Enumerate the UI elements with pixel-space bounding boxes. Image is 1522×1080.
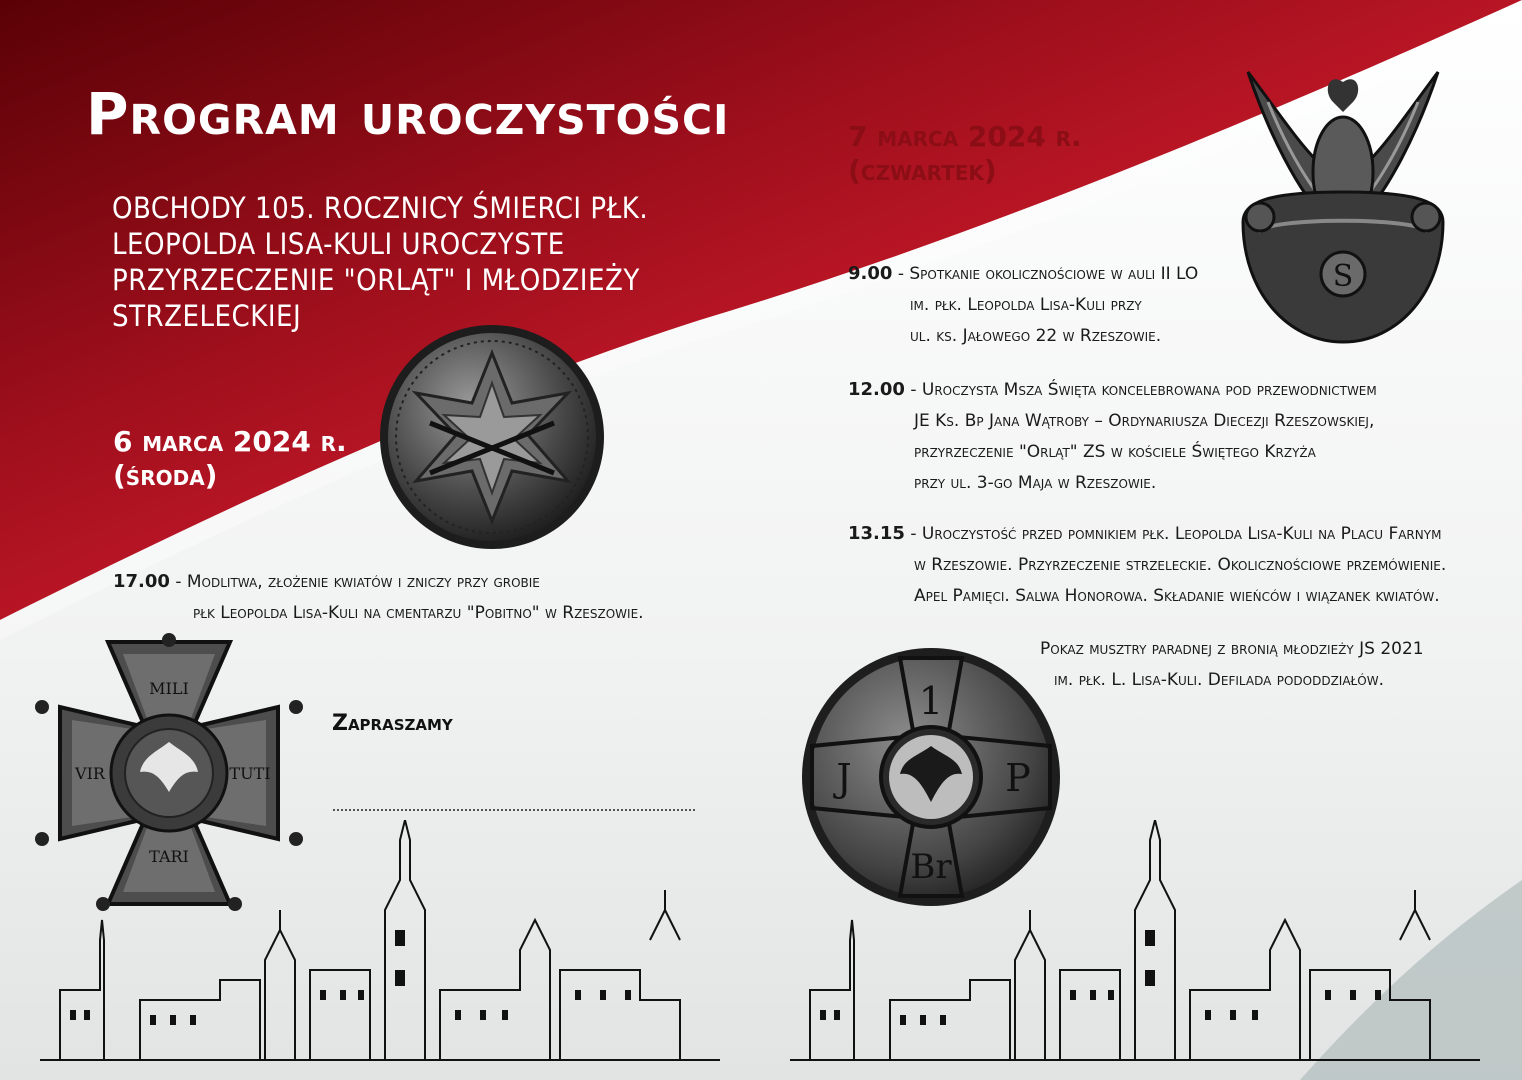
day2-date: 7 marca 2024 r. — [848, 120, 1082, 153]
event-line: Spotkanie okolicznościowe w auli II LO — [909, 264, 1199, 284]
event-line: Apel Pamięci. Salwa Honorowa. Składanie wieńców i wiązanek kwiatów. — [914, 586, 1440, 606]
event-line: Uroczystość przed pomnikiem płk. Leopolda Lisa-Kuli na Placu Farnym — [921, 524, 1442, 544]
day1-date-block — [113, 425, 347, 493]
event-line: w Rzeszowie. Przyrzeczenie strzeleckie. Okolicznościowe przemówienie. — [914, 555, 1447, 575]
brigade-text-bottom: Br — [910, 847, 952, 887]
event-subtitle: OBCHODY 105. ROCZNICY ŚMIERCI PŁK. LEOPOLDA LISA-KULI UROCZYSTE PRZYRZECZENIE "ORLĄT" I MŁODZIEŻY STRZELECKIEJ — [112, 191, 649, 333]
event-line: Modlitwa, złożenie kwiatów i zniczy przy grobie — [186, 572, 540, 592]
brigade-text-left: J — [836, 756, 852, 800]
event-line: przyrzeczenie "Orląt" ZS w kościele Świętego Krzyża — [914, 442, 1316, 462]
note-line: Pokaz musztry paradnej z bronią młodzieży JS 2021 — [1040, 639, 1424, 659]
cross-text-right: TUTI — [229, 764, 271, 783]
day1-date: 6 marca 2024 r. — [113, 425, 347, 458]
day2-event-2: 12.00 - Uroczysta Msza Święta koncelebrowana pod przewodnictwem JE Ks. Bp Jana Wątroby – Ordynariusza Diecezji Rzeszowskiej, przyrzeczenie "Orląt" ZS w kościele Świętego Krzyża przy ul. 3-go Maja w Rzeszowie. — [848, 374, 1377, 499]
cross-text-bottom: TARI — [149, 847, 189, 866]
note-line: im. płk. L. Lisa-Kuli. Defilada pododdziałów. — [1054, 670, 1384, 690]
page-title: Program uroczystości — [86, 80, 730, 148]
event-time: 17.00 — [113, 571, 170, 592]
day2-date-block — [848, 120, 1082, 188]
event-time: 13.15 — [848, 523, 905, 544]
day2-weekday: (czwartek) — [848, 154, 997, 187]
event-line: im. płk. Leopolda Lisa-Kuli przy — [910, 295, 1142, 315]
invite-text: Zapraszamy — [332, 711, 453, 736]
event-line: płk Leopolda Lisa-Kuli na cmentarzu "Pobitno" w Rzeszowie. — [193, 603, 644, 623]
city-skyline-right-icon — [790, 820, 1480, 1065]
day1-weekday: (środa) — [113, 459, 218, 492]
brigade-text-right: P — [1005, 756, 1031, 800]
event-line: ul. ks. Jałowego 22 w Rzeszowie. — [910, 326, 1162, 346]
eagle-badge-icon — [1228, 52, 1458, 352]
signature-dotted-line — [333, 808, 695, 811]
day2-event-3: 13.15 - Uroczystość przed pomnikiem płk. Leopolda Lisa-Kuli na Placu Farnym w Rzeszowie. Przyrzeczenie strzeleckie. Okolicznościowe przemówienie. Apel Pamięci. Salwa Honorowa. Składanie wieńców i wiązanek kwiatów. — [848, 518, 1446, 612]
star-medal-icon — [378, 323, 606, 551]
day2-event-1: 9.00 - Spotkanie okolicznościowe w auli II LO im. płk. Leopolda Lisa-Kuli przy ul. ks. Jałowego 22 w Rzeszowie. — [848, 258, 1198, 352]
event-time: 12.00 — [848, 379, 905, 400]
cross-text-left: VIR — [75, 764, 105, 783]
city-skyline-left-icon — [40, 820, 720, 1065]
event-time: 9.00 — [848, 263, 893, 284]
cross-text-top: MILI — [149, 679, 189, 698]
event-line: Uroczysta Msza Święta koncelebrowana pod przewodnictwem — [921, 380, 1377, 400]
brigade-text-top: 1 — [918, 679, 944, 723]
day2-note — [1040, 634, 1424, 696]
event-line: przy ul. 3-go Maja w Rzeszowie. — [914, 473, 1157, 493]
eagle-badge-letter: S — [1332, 259, 1354, 294]
event-line: JE Ks. Bp Jana Wątroby – Ordynariusza Diecezji Rzeszowskiej, — [914, 411, 1375, 431]
day1-event-1: 17.00 - Modlitwa, złożenie kwiatów i zniczy przy grobie płk Leopolda Lisa-Kuli na cmentarzu "Pobitno" w Rzeszowie. — [113, 566, 644, 629]
